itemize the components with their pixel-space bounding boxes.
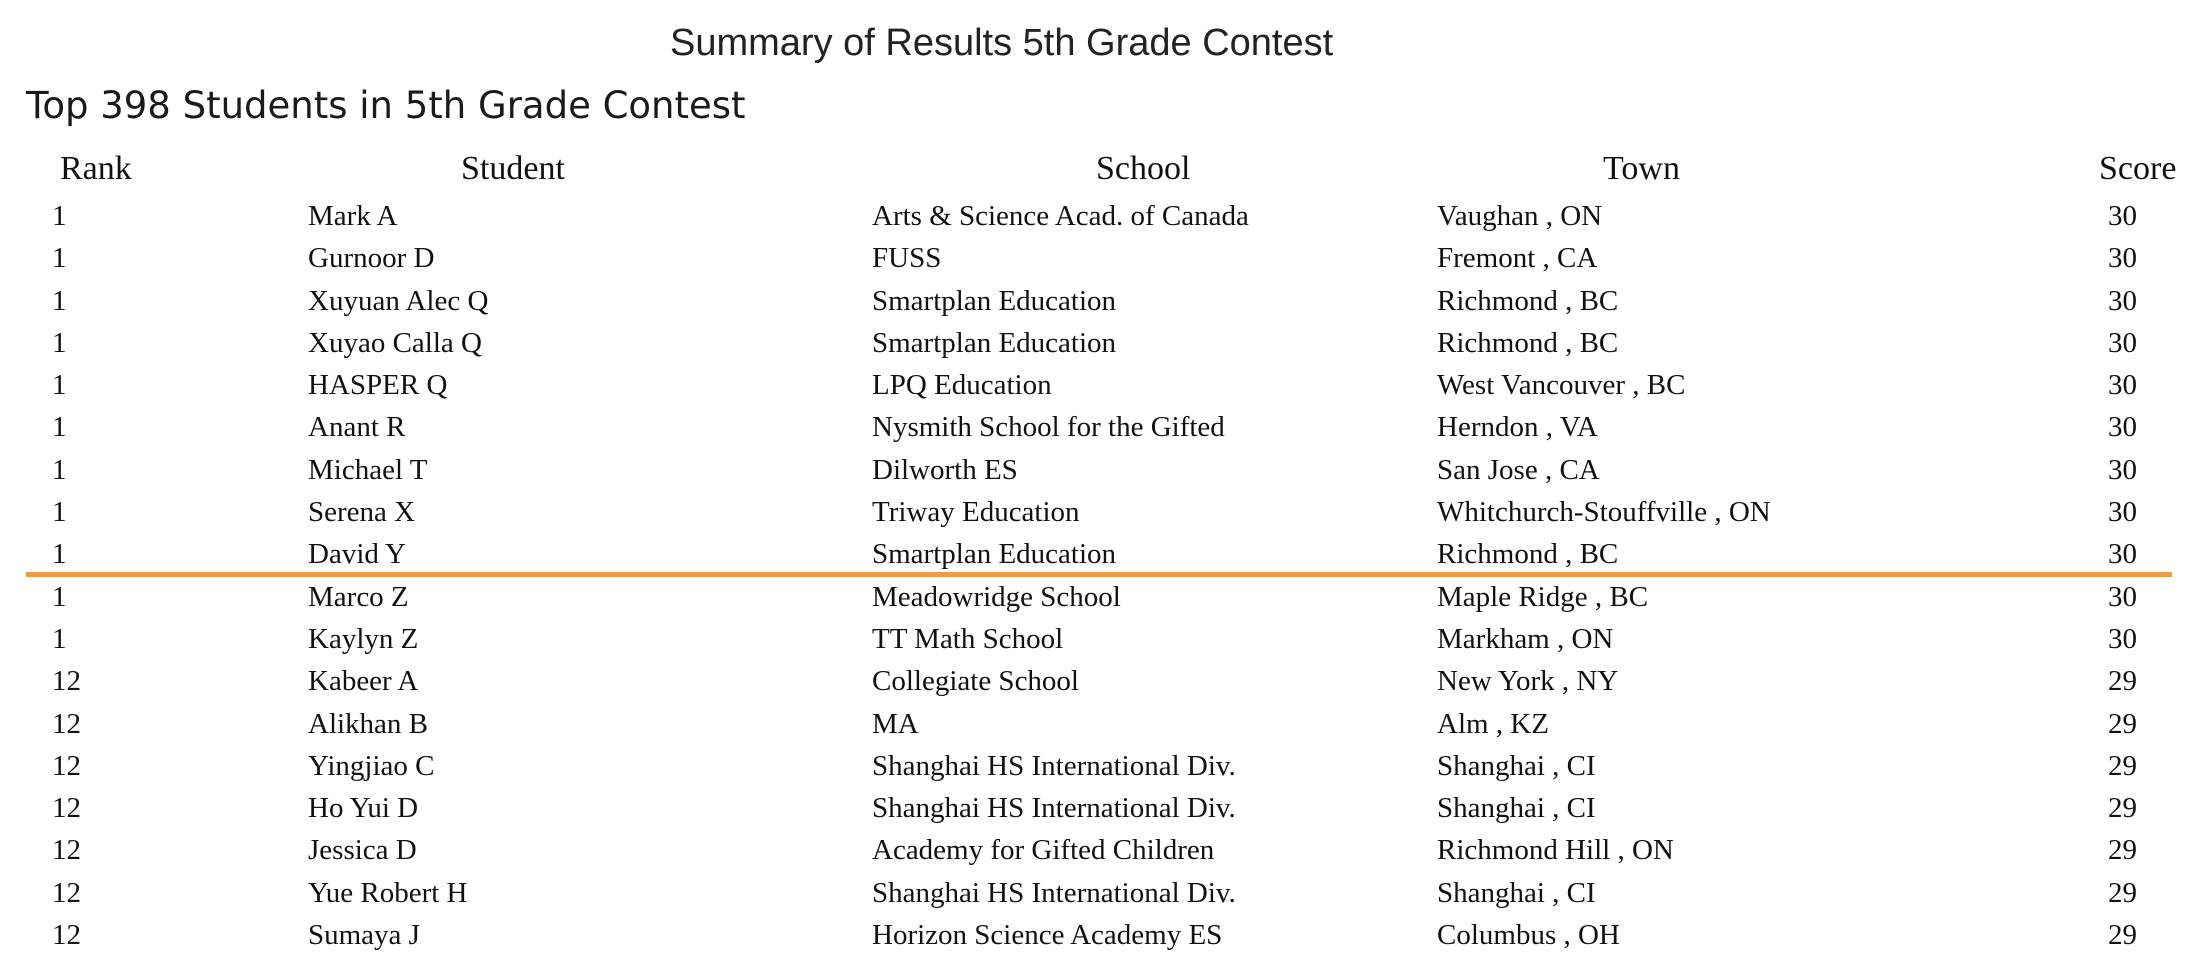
cell-student: Kabeer A [308,665,419,698]
cell-student: Sumaya J [308,919,420,952]
cell-town: Shanghai , CI [1437,792,1596,825]
cell-score: 30 [2108,496,2137,529]
cell-rank: 12 [52,792,81,825]
cell-student: Kaylyn Z [308,622,419,655]
cell-town: Markham , ON [1437,622,1614,655]
cell-rank: 1 [52,200,67,232]
cell-rank: 12 [52,749,81,782]
cell-school: Shanghai HS International Div. [872,749,1236,782]
table-row [0,708,2196,750]
table-row [0,242,2196,284]
cell-town: West Vancouver , BC [1437,369,1686,402]
cell-school: Horizon Science Academy ES [872,919,1223,952]
cell-town: Richmond , BC [1437,284,1619,317]
table-row [0,411,2196,453]
cell-rank: 1 [52,580,67,613]
cell-town: Vaughan , ON [1437,200,1603,232]
cell-student: Mark A [308,200,398,232]
cell-school: Dilworth ES [872,453,1018,486]
cell-town: Richmond , BC [1437,326,1619,359]
table-row [0,496,2196,538]
table-row [0,200,2196,242]
cell-score: 29 [2108,792,2137,825]
cell-school: Academy for Gifted Children [872,834,1215,867]
cell-student: HASPER Q [308,369,448,402]
cell-rank: 1 [52,284,67,317]
cell-rank: 1 [52,369,67,402]
cell-town: Alm , KZ [1437,707,1549,740]
cell-school: Arts & Science Acad. of Canada [872,200,1249,232]
cell-town: Whitchurch-Stouffville , ON [1437,496,1771,529]
cell-school: Triway Education [872,496,1080,529]
cell-student: Yue Robert H [308,876,468,909]
cell-town: Columbus , OH [1437,919,1620,952]
cell-town: Fremont , CA [1437,242,1598,275]
document-title: Summary of Results 5th Grade Contest [670,22,1334,64]
cell-score: 30 [2108,369,2137,402]
cell-town: Richmond , BC [1437,538,1619,571]
cell-school: FUSS [872,242,942,275]
table-row [0,581,2196,623]
cell-rank: 12 [52,919,81,952]
cell-rank: 12 [52,665,81,698]
cell-score: 29 [2108,707,2137,740]
table-row [0,327,2196,369]
cell-school: Shanghai HS International Div. [872,792,1236,825]
cell-score: 30 [2108,242,2137,275]
cell-rank: 1 [52,242,67,275]
column-header-student: Student [461,150,565,187]
cell-score: 30 [2108,200,2137,232]
cell-student: Michael T [308,453,428,486]
table-row [0,369,2196,411]
cell-score: 29 [2108,749,2137,782]
cell-school: Meadowridge School [872,580,1121,613]
column-header-town: Town [1603,150,1680,187]
cell-town: Richmond Hill , ON [1437,834,1674,867]
cell-rank: 1 [52,326,67,359]
cell-rank: 12 [52,707,81,740]
cell-school: Shanghai HS International Div. [872,876,1236,909]
cell-rank: 1 [52,622,67,655]
table-row [0,623,2196,665]
cell-school: Smartplan Education [872,326,1117,359]
cell-school: MA [872,707,919,740]
cell-student: Yingjiao C [308,749,435,782]
cell-school: Nysmith School for the Gifted [872,411,1225,444]
cell-score: 30 [2108,326,2137,359]
cell-student: Marco Z [308,580,409,613]
table-row [0,919,2196,961]
cell-town: Shanghai , CI [1437,876,1596,909]
table-row [0,285,2196,327]
cell-score: 29 [2108,919,2137,952]
highlight-divider-line [26,572,2172,577]
cell-school: TT Math School [872,622,1064,655]
cell-score: 29 [2108,834,2137,867]
cell-score: 30 [2108,538,2137,571]
column-header-score: Score [2099,150,2177,187]
cell-score: 30 [2108,453,2137,486]
cell-student: Anant R [308,411,406,444]
cell-score: 29 [2108,665,2137,698]
cell-school: Smartplan Education [872,538,1117,571]
cell-school: LPQ Education [872,369,1052,402]
cell-student: Gurnoor D [308,242,435,275]
cell-school: Collegiate School [872,665,1079,698]
table-row [0,454,2196,496]
cell-student: Ho Yui D [308,792,419,825]
cell-score: 29 [2108,876,2137,909]
table-row [0,834,2196,876]
cell-score: 30 [2108,284,2137,317]
cell-score: 30 [2108,411,2137,444]
cell-student: Serena X [308,496,416,529]
cell-town: San Jose , CA [1437,453,1600,486]
column-header-school: School [1096,150,1191,187]
column-header-rank: Rank [60,150,132,187]
cell-rank: 1 [52,496,67,529]
cell-student: David Y [308,538,406,571]
cell-rank: 1 [52,453,67,486]
cell-student: Jessica D [308,834,417,867]
table-row [0,750,2196,792]
cell-student: Alikhan B [308,707,429,740]
results-table [0,200,2196,961]
table-row [0,665,2196,707]
section-title: Top 398 Students in 5th Grade Contest [26,84,746,127]
cell-score: 30 [2108,622,2137,655]
cell-score: 30 [2108,580,2137,613]
cell-town: Herndon , VA [1437,411,1598,444]
cell-student: Xuyuan Alec Q [308,284,489,317]
table-row [0,877,2196,919]
cell-rank: 12 [52,876,81,909]
cell-town: Maple Ridge , BC [1437,580,1649,613]
cell-rank: 1 [52,411,67,444]
table-row [0,792,2196,834]
cell-town: Shanghai , CI [1437,749,1596,782]
cell-rank: 12 [52,834,81,867]
cell-town: New York , NY [1437,665,1619,698]
cell-student: Xuyao Calla Q [308,326,482,359]
cell-rank: 1 [52,538,67,571]
cell-school: Smartplan Education [872,284,1117,317]
